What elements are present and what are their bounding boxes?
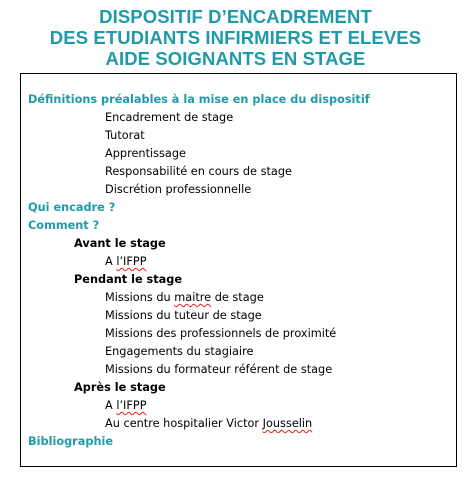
definition-item: Tutorat [105, 129, 145, 142]
section-qui-encadre: Qui encadre ? [28, 201, 116, 214]
avant-item-prefix: A [105, 255, 117, 268]
title-line-2: DES ETUDIANTS INFIRMIERS ET ELEVES [49, 27, 422, 48]
pendant-item-text: maitre [174, 291, 212, 304]
definition-item: Apprentissage [105, 147, 186, 160]
pendant-item-tuteur: Missions du tuteur de stage [105, 309, 262, 322]
subsection-avant-le-stage: Avant le stage [74, 237, 166, 250]
pendant-item-maitre [105, 291, 264, 305]
subsection-pendant-le-stage: Pendant le stage [74, 273, 183, 286]
definition-item: Discrétion professionnelle [105, 183, 252, 196]
title-line-1: DISPOSITIF D’ENCADREMENT [99, 6, 372, 27]
pendant-item-engagements: Engagements du stagiaire [105, 345, 254, 358]
definition-item: Responsabilité en cours de stage [105, 165, 292, 178]
pendant-item-formateur: Missions du formateur référent de stage [105, 363, 333, 376]
apres-item-text: Jousselin [262, 417, 313, 430]
section-comment: Comment ? [28, 219, 100, 232]
avant-item-ifpp [105, 255, 147, 269]
subsection-apres-le-stage: Après le stage [74, 381, 166, 394]
document-title [0, 6, 471, 69]
avant-item-ifpp-text: l’IFPP [116, 255, 147, 268]
pendant-item-text: de stage [211, 291, 264, 304]
title-line-3: AIDE SOIGNANTS EN STAGE [105, 48, 366, 69]
apres-item-ifpp [105, 399, 147, 413]
apres-item-ifpp-text: l’IFPP [116, 399, 147, 412]
pendant-item-text: Missions du [105, 291, 175, 304]
table-of-contents-box [20, 73, 457, 467]
pendant-item-professionnels: Missions des professionnels de proximité [105, 327, 337, 340]
table-of-contents [21, 74, 456, 466]
apres-item-text: Au centre hospitalier Victor [105, 417, 263, 430]
definition-item: Encadrement de stage [105, 111, 234, 124]
apres-item-centre-hospitalier [105, 417, 312, 431]
apres-item-prefix: A [105, 399, 117, 412]
section-definitions: Définitions préalables à la mise en place du dispositif [28, 93, 370, 106]
section-bibliographie: Bibliographie [28, 435, 114, 448]
